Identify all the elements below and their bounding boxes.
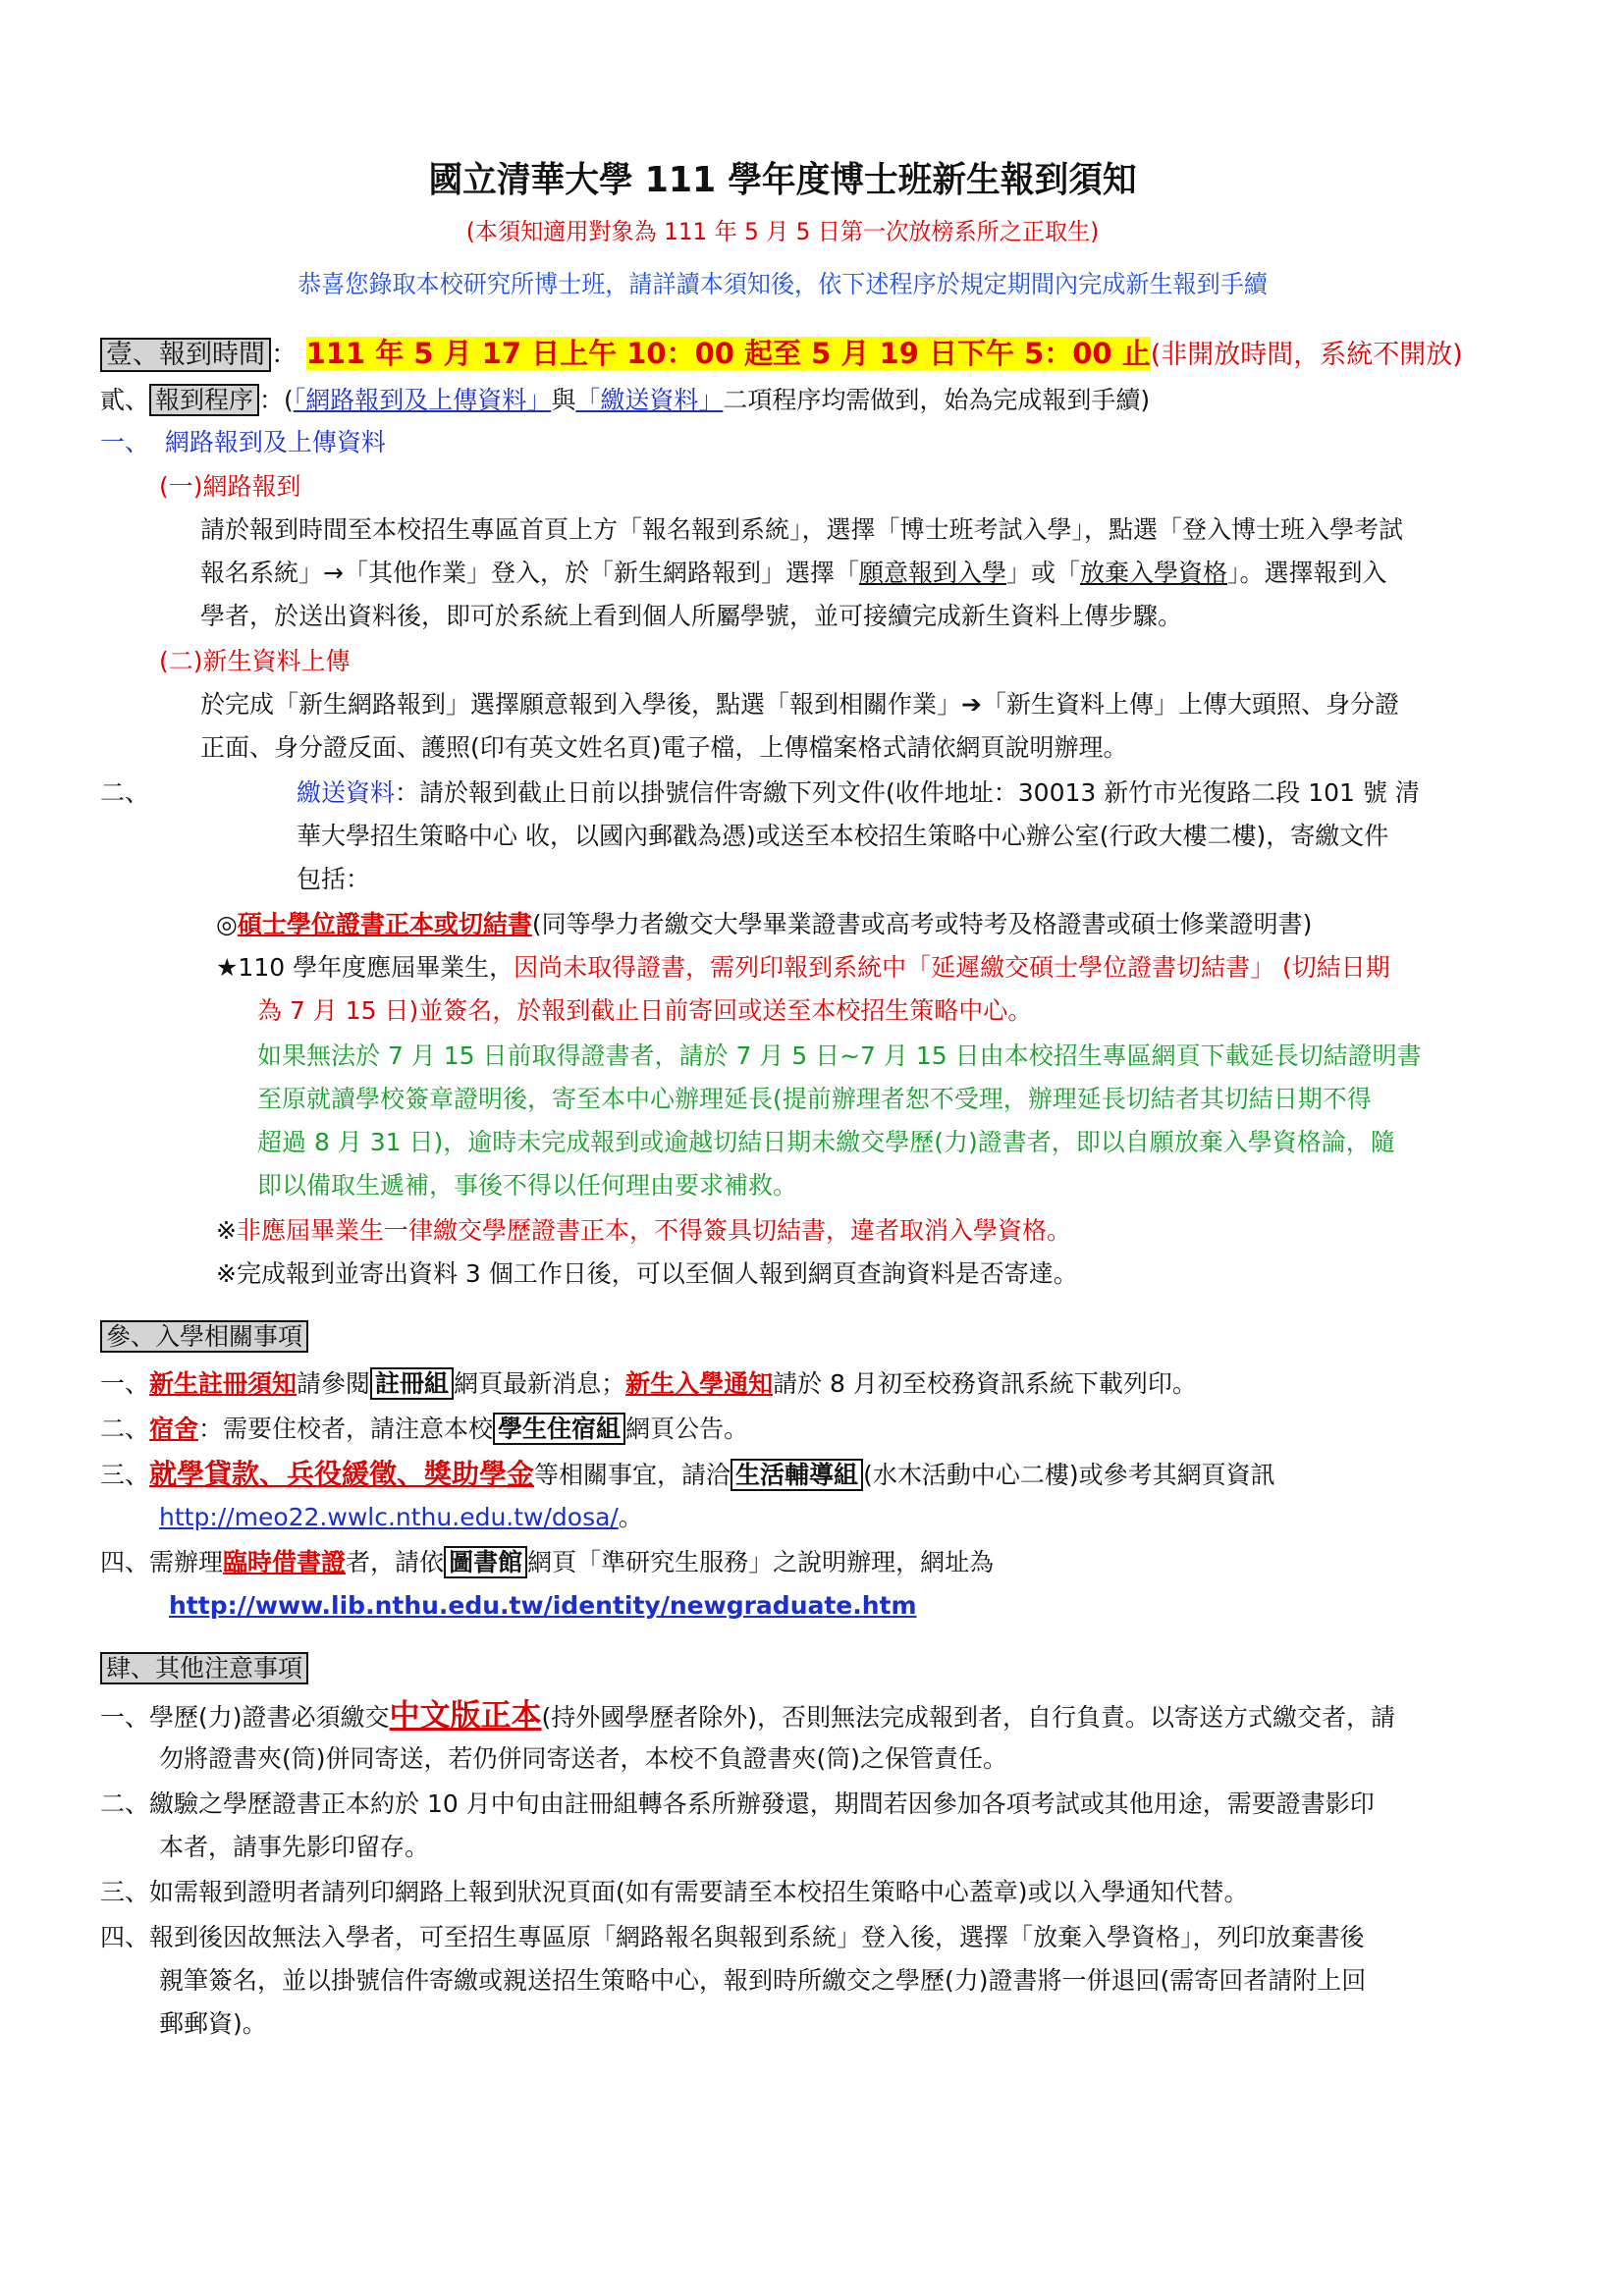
s4-item-2: 二、繳驗之學歷證書正本約於 10 月中旬由註冊組轉各系所辦發還，期間若因參加各項考試或其他用途，需要證書影印 xyxy=(100,1789,1375,1818)
library-link[interactable]: http://www.lib.nthu.edu.tw/identity/newgraduate.htm xyxy=(169,1591,917,1620)
para-upload-2: 正面、身分證反面、護照(印有英文姓名頁)電子檔，上傳檔案格式請依網頁說明辦理。 xyxy=(200,733,1128,762)
para-online-3: 學者，於送出資料後，即可於系統上看到個人所屬學號，並可接續完成新生資料上傳步驟。 xyxy=(200,602,1183,630)
extension-note-1: 如果無法於 7 月 15 日前取得證書者，請於 7 月 5 日~7 月 15 日由本校招生專區網頁下載延長切結證明書 xyxy=(257,1041,1422,1070)
s4-item-3: 三、如需報到證明者請列印網路上報到狀況頁面(如有需要請至本校招生策略中心蓋章)或以入學通知代替。 xyxy=(100,1878,1249,1906)
student-life-office-box: 生活輔導組 xyxy=(731,1459,863,1491)
s3-item-3: 三、就學貸款、兵役緩徵、獎助學金等相關事宜，請洽 生活輔導組 (水木活動中心二樓)或參考其網頁資訊 xyxy=(100,1458,1275,1490)
submit-documents-link[interactable]: 「繳送資料」 xyxy=(575,386,724,414)
para-submit-3: 包括： xyxy=(297,865,371,893)
housing-office-box: 學生住宿組 xyxy=(493,1413,625,1445)
non-graduate-note: ※非應屆畢業生一律繳交學歷證書正本，不得簽具切結書，違者取消入學資格。 xyxy=(216,1216,1071,1245)
s4-item-4: 四、報到後因故無法入學者，可至招生專區原「網路報名與報到系統」登入後，選擇「放棄入學資格」，列印放棄書後 xyxy=(100,1923,1365,1951)
s4-item-2-line-2: 本者，請事先影印留存。 xyxy=(159,1833,430,1861)
extension-note-2: 至原就讀學校簽章證明後，寄至本中心辦理延長(提前辦理者恕不受理，辦理延長切結者其切結日期不得 xyxy=(257,1085,1372,1113)
submit-documents-heading: 繳送資料 xyxy=(297,778,396,807)
para-submit-2: 華大學招生策略中心 收，以國內郵戳為憑)或送至本校招生策略中心辦公室(行政大樓二樓)，寄繳文件 xyxy=(297,822,1389,850)
s4-item-4-line-2: 親筆簽名，並以掛號信件寄繳或親送招生策略中心，報到時所繳交之學歷(力)證書將一併退回(需寄回者請附上回 xyxy=(159,1966,1367,1995)
s3-item-4-link-line xyxy=(169,1588,917,1624)
section-1-heading: 壹、報到時間 xyxy=(100,338,271,372)
library-box: 圖書館 xyxy=(444,1546,527,1578)
intro-text: 恭喜您錄取本校研究所博士班，請詳讀本須知後，依下述程序於規定期間內完成新生報到手續 xyxy=(298,270,1268,298)
star-note-line-2: 為 7 月 15 日)並簽名，於報到截止日前寄回或送至本校招生策略中心。 xyxy=(257,996,1033,1025)
section-1-line: 壹、報到時間 ： 111 年 5 月 17 日上午 10：00 起至 5 月 19 日下午 5：00 止(非開放時間，系統不開放) xyxy=(100,336,1463,373)
s4-item-1-line-2: 勿將證書夾(筒)併同寄送，若仍併同寄送者，本校不負證書夾(筒)之保管責任。 xyxy=(159,1744,1008,1773)
s3-item-1: 一、新生註冊須知請參閱 註冊組 網頁最新消息；新生入學通知請於 8 月初至校務資訊系統下載列印。 xyxy=(100,1369,1197,1398)
s3-item-4: 四、需辦理臨時借書證者，請依 圖書館 網頁「準研究生服務」之說明辦理，網址為 xyxy=(100,1548,995,1576)
page-subtitle: (本須知適用對象為 111 年 5 月 5 日第一次放榜系所之正取生) xyxy=(465,218,1100,245)
section-2-line: 貳、 報到程序 ：(「網路報到及上傳資料」與「繳送資料」二項程序均需做到，始為完成報到手續) xyxy=(100,386,1151,414)
para-online-1: 請於報到時間至本校招生專區首頁上方「報名報到系統」，選擇「博士班考試入學」，點選「登入博士班入學考試 xyxy=(200,515,1404,544)
time-note: (非開放時間，系統不開放) xyxy=(1150,340,1463,370)
star-note-line-1: ★110 學年度應屆畢業生，因尚未取得證書，需列印報到系統中「延遲繳交碩士學位證書切結書」 (切結日期 xyxy=(216,953,1390,982)
extension-note-4: 即以備取生遞補，事後不得以任何理由要求補救。 xyxy=(257,1171,798,1200)
s4-item-1: 一、學歷(力)證書必須繳交中文版正本(持外國學歷者除外)，否則無法完成報到者，自行負責。以寄送方式繳交者，請 xyxy=(100,1698,1396,1734)
online-registration-link[interactable]: 「網路報到及上傳資料」 xyxy=(293,386,552,414)
section-2-2-number: 二、 xyxy=(100,778,150,807)
extension-note-3: 超過 8 月 31 日)，逾時未完成報到或逾越切結日期未繳交學歷(力)證書者，即以自願放棄入學資格論，隨 xyxy=(257,1128,1395,1156)
section-3-heading: 參、入學相關事項 xyxy=(100,1319,308,1355)
subheading-data-upload: (二)新生資料上傳 xyxy=(159,647,351,675)
section-4-heading: 肆、其他注意事項 xyxy=(100,1651,308,1686)
required-document-line: ◎碩士學位證書正本或切結書(同等學力者繳交大學畢業證書或高考或特考及格證書或碩士修業證明書) xyxy=(216,910,1313,938)
para-submit-1: 繳送資料：請於報到截止日前以掛號信件寄繳下列文件(收件地址：30013 新竹市光復路二段 101 號 清 xyxy=(297,778,1420,807)
degree-certificate-text: 碩士學位證書正本或切結書 xyxy=(237,910,532,938)
s3-item-2: 二、宿舍：需要住校者，請注意本校 學生住宿組 網頁公告。 xyxy=(100,1415,749,1443)
page-title: 國立清華大學 111 學年度博士班新生報到須知 xyxy=(428,160,1137,200)
s4-item-4-line-3: 郵郵資)。 xyxy=(159,2009,267,2038)
para-upload-1: 於完成「新生網路報到」選擇願意報到入學後，點選「報到相關作業」➔「新生資料上傳」上傳大頭照、身分證 xyxy=(200,690,1399,719)
registration-time: 111 年 5 月 17 日上午 10：00 起至 5 月 19 日下午 5：00 止 xyxy=(305,337,1151,370)
subheading-online-registration: (一)網路報到 xyxy=(159,472,301,501)
section-2-1-heading: 一、 網路報到及上傳資料 xyxy=(100,428,386,456)
section-2-heading: 報到程序 xyxy=(149,384,259,416)
dosa-link[interactable]: http://meo22.wwlc.nthu.edu.tw/dosa/ xyxy=(159,1503,619,1531)
delivery-check-note: ※完成報到並寄出資料 3 個工作日後，可以至個人報到網頁查詢資料是否寄達。 xyxy=(216,1259,1078,1288)
s3-item-3-link-line: http://meo22.wwlc.nthu.edu.tw/dosa/。 xyxy=(159,1503,643,1531)
para-online-2: 報名系統」→「其他作業」登入，於「新生網路報到」選擇「願意報到入學」或「放棄入學資格」。選擇報到入 xyxy=(200,559,1387,587)
registration-office-box: 註冊組 xyxy=(370,1367,454,1400)
